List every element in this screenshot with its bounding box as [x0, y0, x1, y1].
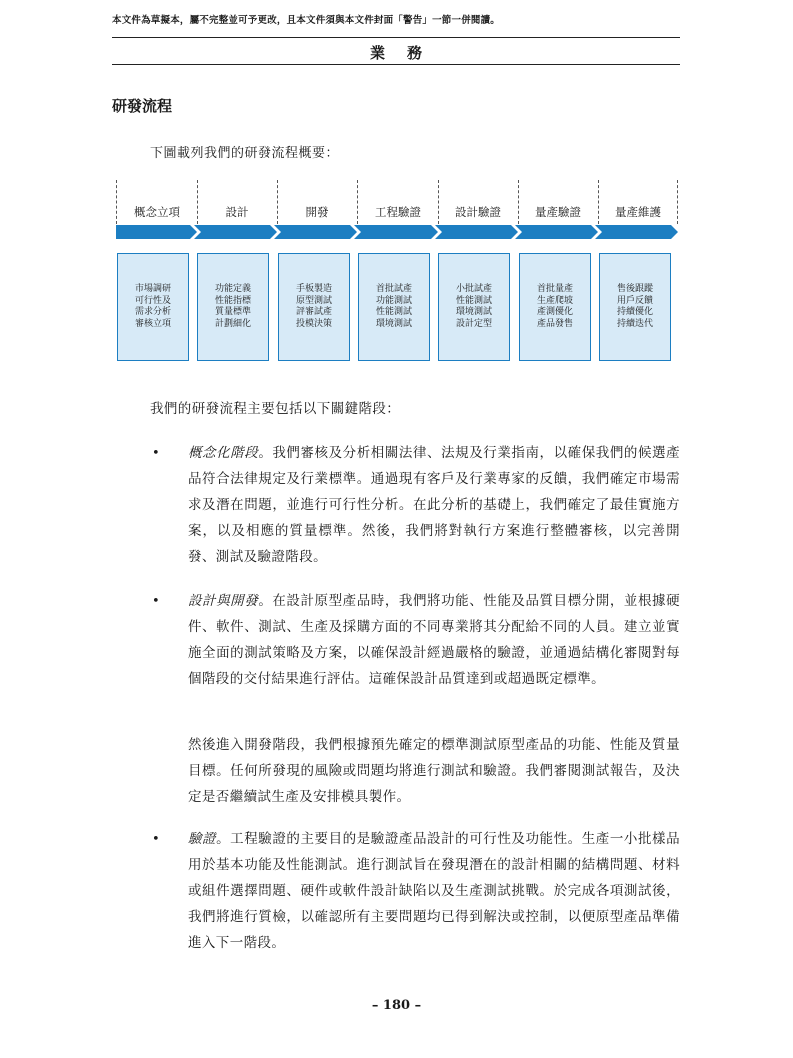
stage-detail-text: 首批試產 功能測試 性能測試 環境測試 — [375, 284, 412, 329]
bullet-marker: • — [152, 446, 160, 461]
stage-divider — [438, 180, 439, 224]
development-followup-paragraph: 然後進入開發階段，我們根據預先確定的標準測試原型產品的功能、性能及質量目標。任何所發現的風險或問題均將進行測試和驗證。我們審閱測試報告，及決定是否繼續試生產及安排模具製作。 — [188, 737, 680, 805]
stage-divider — [677, 180, 678, 224]
stage-label: 量產驗證 — [535, 205, 581, 219]
chevron-arrow — [435, 225, 518, 239]
stage-divider — [116, 180, 117, 224]
stage-divider — [197, 180, 198, 224]
stage-detail-box — [197, 253, 269, 361]
page-header-title: 業務 — [369, 44, 444, 62]
header-rule-bottom — [112, 64, 680, 65]
bullet-text: 。工程驗證的主要目的是驗證產品設計的可行性及功能性。生產一小批樣品用於基本功能及性能測試。進行測試旨在發現潛在的設計相關的結構問題、材料或組件選擇問題、硬件或軟件設計缺陷以及生產測試挑戰。於完成各項測試後，我們將進行質檢，以確認所有主要問題均已得到解決或控制，以便原型產品準備進入下一階段。 — [188, 831, 680, 951]
flow-intro-text: 下圖載列我們的研發流程概要： — [150, 146, 340, 161]
stage-detail-box — [358, 253, 430, 361]
stage-detail-text: 小批試產 性能測試 環境測試 設計定型 — [455, 284, 492, 329]
stage-label: 開發 — [305, 205, 329, 219]
stage-label: 工程驗證 — [375, 205, 421, 219]
bullet-term: 設計與開發 — [188, 593, 259, 609]
bullet-text: 。在設計原型產品時，我們將功能、性能及品質目標分開，並根據硬件、軟件、測試、生產及採購方面的不同專業將其分配給不同的人員。建立並實施全面的測試策略及方案，以確保設計經過嚴格的驗證，並通過結構化審閱對每個階段的交付結果進行評估。這確保設計品質達到或超過既定標準。 — [188, 593, 681, 687]
stage-detail-box — [599, 253, 671, 361]
bullet-text: 。我們審核及分析相關法律、法規及行業指南，以確保我們的候選產品符合法律規定及行業標準。通過現有客戶及行業專家的反饋，我們確定市場需求及潛在問題，並進行可行性分析。在此分析的基礎上，我們確定了最佳實施方案，以及相應的質量標準。然後，我們將對執行方案進行整體審核，以完善開發、測試及驗證階段。 — [188, 445, 681, 565]
chevron-arrow — [354, 225, 438, 239]
stage-label: 設計驗證 — [455, 205, 501, 219]
stage-label: 量產維護 — [615, 205, 661, 219]
stage-detail-text: 首批量產 生產爬坡 產測優化 產品發售 — [536, 284, 573, 329]
bullet-concept — [188, 440, 680, 570]
key-stages-intro: 我們的研發流程主要包括以下關鍵階段： — [150, 401, 401, 417]
stage-detail-box — [519, 253, 591, 361]
draft-notice: 本文件為草擬本，屬不完整並可予更改，且本文件須與本文件封面「警告」一節一併閱讀。 — [112, 15, 501, 26]
stage-label: 設計 — [225, 205, 249, 219]
bullet-term: 驗證 — [188, 831, 217, 847]
stage-detail-text: 功能定義 性能指標 質量標準 計劃細化 — [214, 284, 251, 329]
stage-detail-text: 市場調研 可行性及 需求分析 審核立項 — [134, 284, 171, 329]
stage-detail-text: 手板製造 原型測試 評審試產 投模決策 — [295, 284, 332, 329]
stage-detail-box — [278, 253, 350, 361]
bullet-marker: • — [152, 594, 160, 609]
stage-label: 概念立項 — [134, 205, 180, 219]
section-title: 研發流程 — [112, 97, 173, 115]
bullet-verification — [188, 826, 680, 956]
stage-divider — [598, 180, 599, 224]
header-rule-top — [112, 37, 680, 38]
stage-divider — [277, 180, 278, 224]
rd-flow-diagram — [116, 180, 678, 370]
chevron-arrow — [515, 225, 598, 239]
chevron-arrow — [595, 225, 678, 239]
stage-detail-box — [117, 253, 189, 361]
chevron-arrow — [116, 225, 197, 239]
stage-detail-box — [438, 253, 510, 361]
stage-divider — [518, 180, 519, 224]
bullet-marker: • — [152, 832, 160, 847]
chevron-arrow — [274, 225, 357, 239]
chevron-arrow — [194, 225, 277, 239]
stage-detail-text: 售後跟蹤 用戶反饋 持續優化 持續迭代 — [616, 284, 653, 329]
bullet-term: 概念化階段 — [188, 445, 259, 461]
stage-divider — [357, 180, 358, 224]
page-number: – 180 – — [371, 998, 422, 1013]
bullet-design-development — [188, 588, 680, 692]
process-arrow-band — [116, 224, 678, 240]
